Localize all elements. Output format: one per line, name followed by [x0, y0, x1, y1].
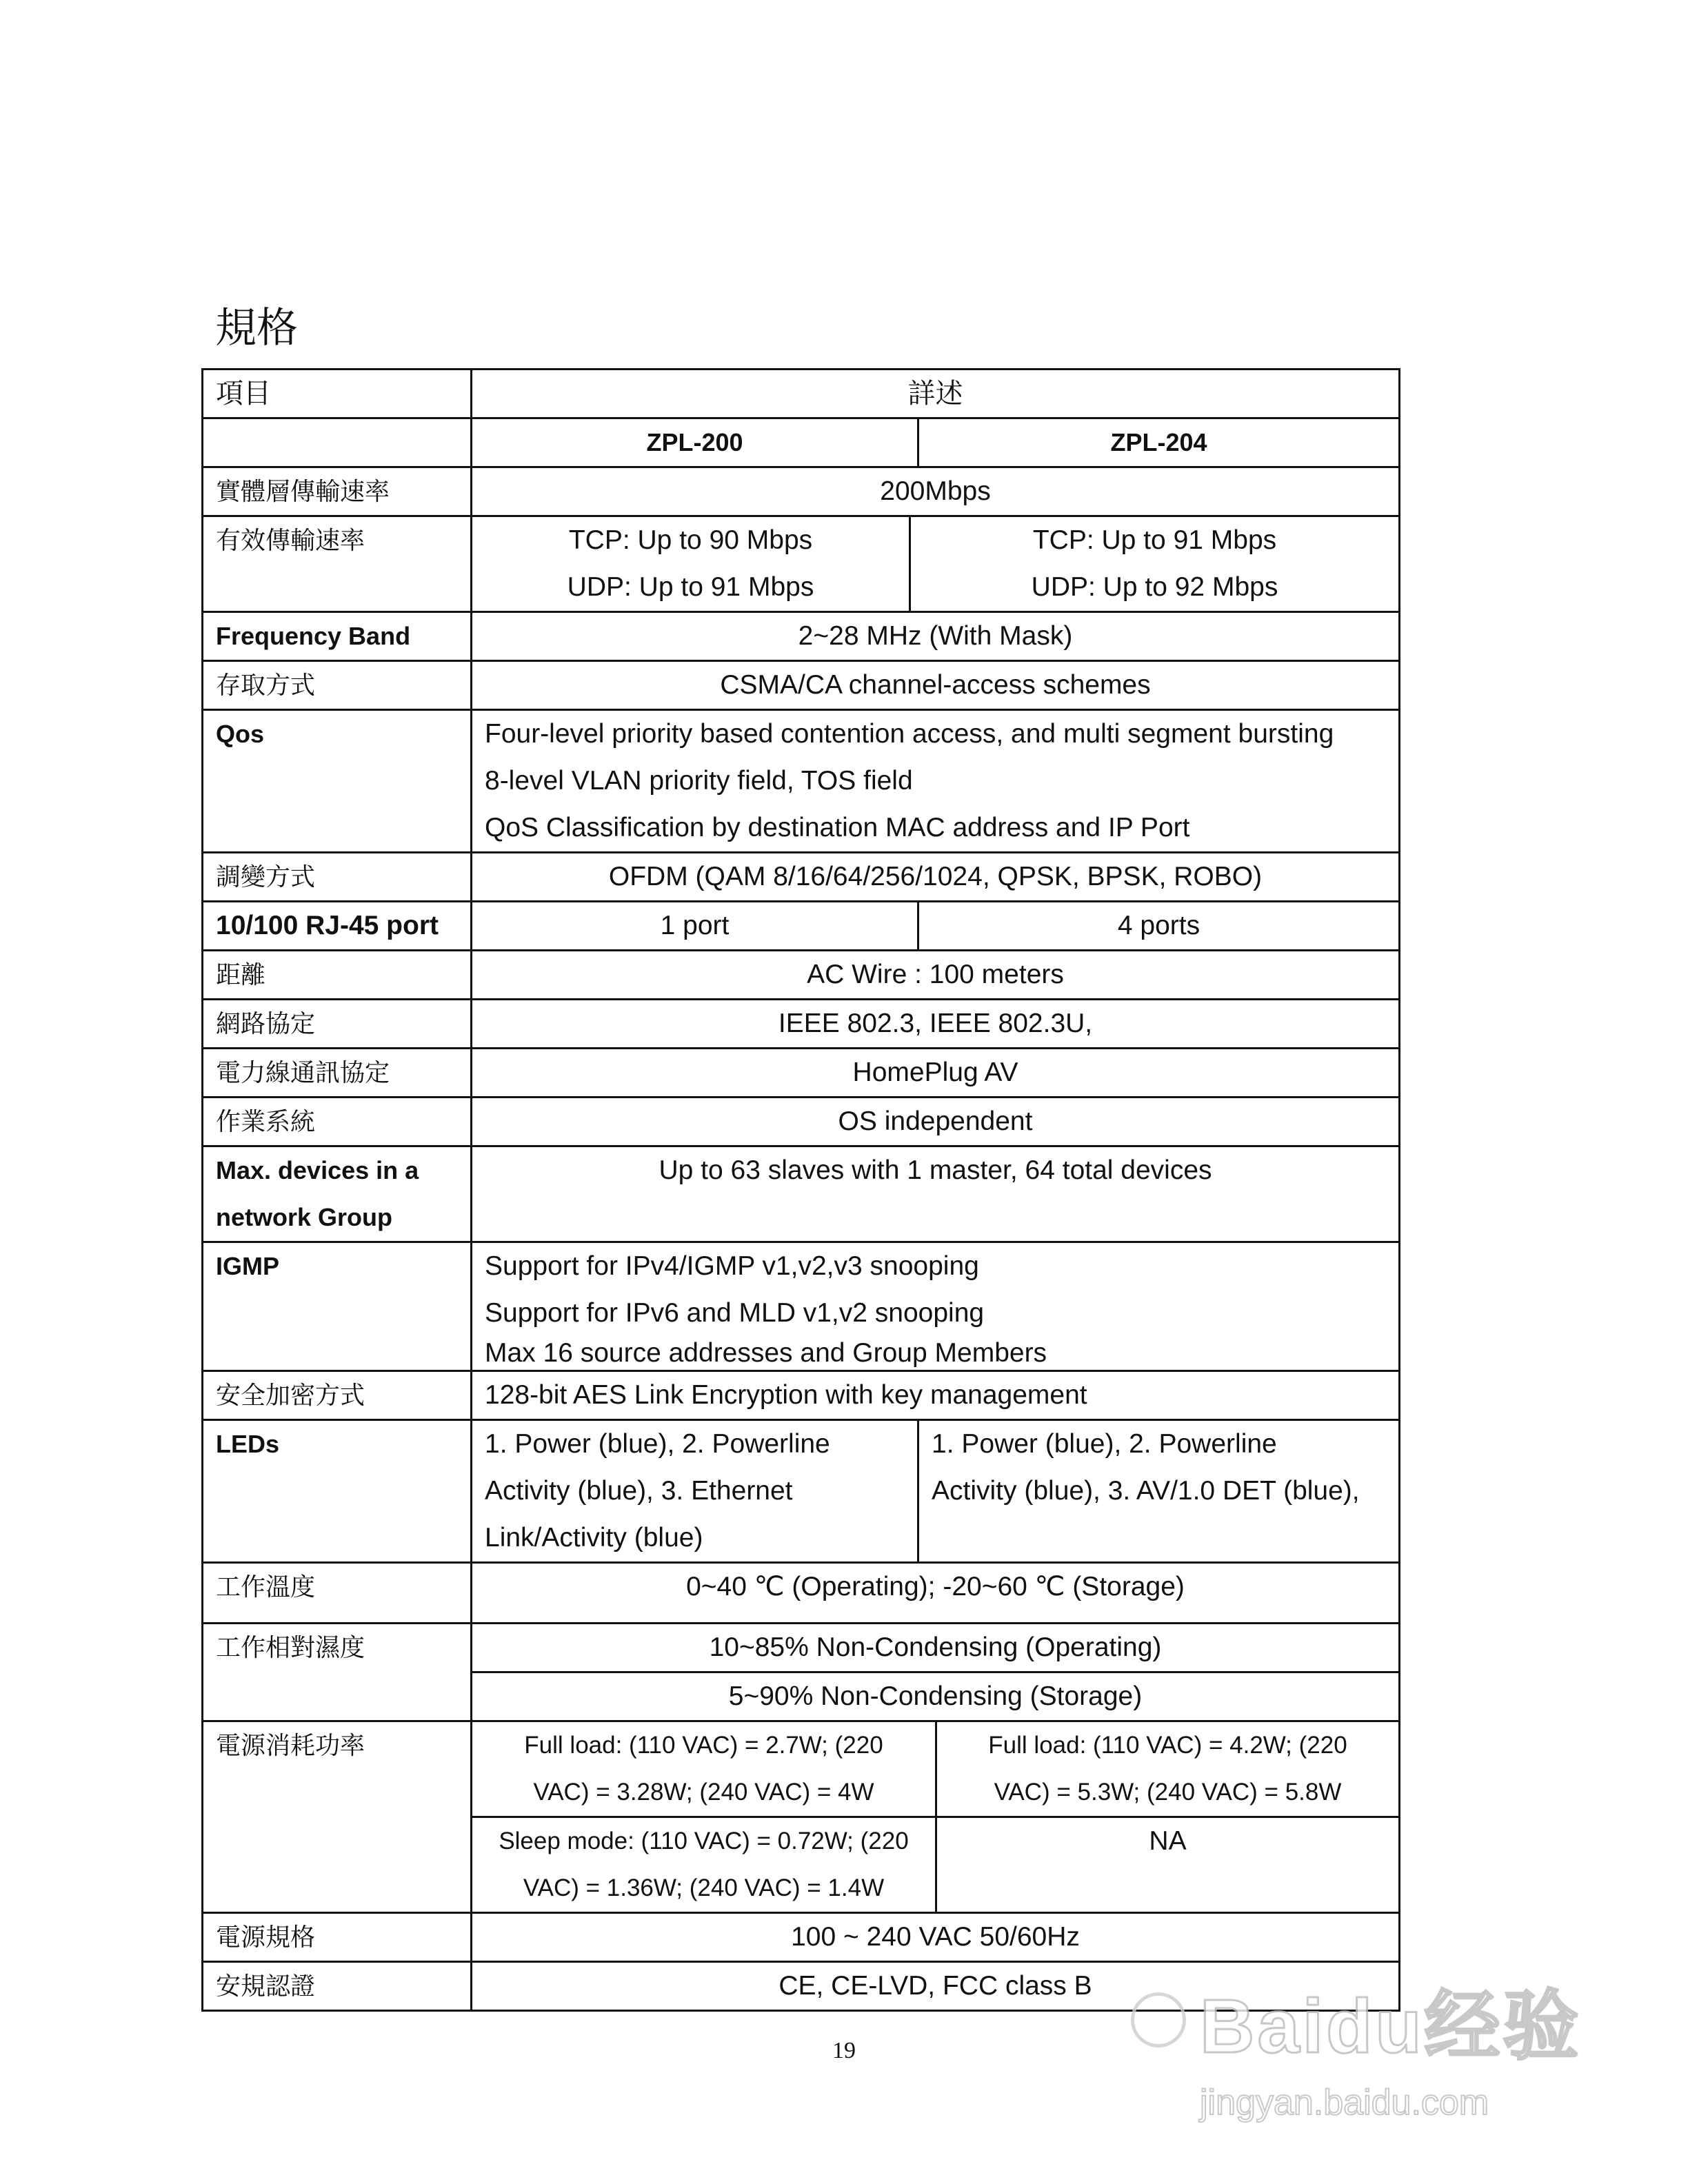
table-row	[203, 1624, 1400, 1672]
value-cell	[472, 1242, 1400, 1371]
row-value: Max 16 source addresses and Group Members	[485, 1338, 1047, 1368]
page-number: 19	[832, 2038, 856, 2063]
model-a: ZPL-200	[472, 418, 918, 467]
row-label: 實體層傳輸速率	[203, 467, 472, 516]
table-row	[203, 1721, 1400, 1817]
value-cell	[472, 1721, 936, 1817]
row-label: 電源消耗功率	[203, 1721, 472, 1913]
table-row	[203, 951, 1400, 1000]
header-detail: 詳述	[472, 370, 1400, 418]
row-value: Support for IPv6 and MLD v1,v2 snooping	[485, 1298, 985, 1328]
table-row	[203, 1000, 1400, 1049]
row-value: UDP: Up to 92 Mbps	[1031, 572, 1278, 602]
table-row	[203, 1420, 1400, 1563]
empty-cell	[203, 418, 472, 467]
row-value: CSMA/CA channel-access schemes	[472, 661, 1400, 710]
row-value: TCP: Up to 90 Mbps	[568, 525, 813, 555]
row-value: 10~85% Non-Condensing (Operating)	[472, 1624, 1400, 1672]
row-label: 距離	[203, 951, 472, 1000]
table-row	[203, 1371, 1400, 1420]
row-value: Up to 63 slaves with 1 master, 64 total devices	[472, 1146, 1400, 1242]
row-value: 128-bit AES Link Encryption with key management	[472, 1371, 1400, 1420]
table-row	[203, 516, 1400, 612]
table-row	[203, 1242, 1400, 1371]
row-label: Qos	[203, 710, 472, 853]
row-value: Activity (blue), 3. Ethernet	[485, 1476, 793, 1506]
row-value: 8-level VLAN priority field, TOS field	[485, 766, 913, 796]
row-value: Four-level priority based contention access, and multi segment bursting	[485, 719, 1334, 749]
table-row	[203, 853, 1400, 902]
row-value: Full load: (110 VAC) = 2.7W; (220	[524, 1732, 883, 1759]
row-value: VAC) = 5.3W; (240 VAC) = 5.8W	[994, 1779, 1342, 1806]
row-label: 作業系統	[203, 1098, 472, 1146]
row-value: Sleep mode: (110 VAC) = 0.72W; (220	[499, 1828, 909, 1854]
section-title: 規格	[215, 304, 298, 352]
row-value: 100 ~ 240 VAC 50/60Hz	[472, 1913, 1400, 1962]
row-value: 2~28 MHz (With Mask)	[472, 612, 1400, 661]
table-row	[203, 467, 1400, 516]
value-cell	[472, 710, 1400, 853]
row-value: OFDM (QAM 8/16/64/256/1024, QPSK, BPSK, ROBO)	[472, 853, 1400, 902]
row-value: AC Wire : 100 meters	[472, 951, 1400, 1000]
row-label: 網路協定	[203, 1000, 472, 1049]
header-item: 項目	[203, 370, 472, 418]
row-value: 1. Power (blue), 2. Powerline	[932, 1429, 1277, 1459]
row-value: 5~90% Non-Condensing (Storage)	[472, 1672, 1400, 1721]
row-value: 4 ports	[918, 902, 1400, 951]
row-label: 調變方式	[203, 853, 472, 902]
table-row	[203, 661, 1400, 710]
row-value: OS independent	[472, 1098, 1400, 1146]
row-label: 存取方式	[203, 661, 472, 710]
row-label: 工作溫度	[203, 1563, 472, 1624]
row-label: 有效傳輸速率	[203, 516, 472, 612]
label-cell	[203, 1146, 472, 1242]
value-cell	[910, 516, 1400, 612]
table-row	[203, 1146, 1400, 1242]
row-value: IEEE 802.3, IEEE 802.3U,	[472, 1000, 1400, 1049]
row-value: 0~40 ℃ (Operating); -20~60 ℃ (Storage)	[472, 1563, 1400, 1624]
row-value: 1. Power (blue), 2. Powerline	[485, 1429, 830, 1459]
row-label: 安規認證	[203, 1962, 472, 2011]
row-label: 安全加密方式	[203, 1371, 472, 1420]
row-value: VAC) = 1.36W; (240 VAC) = 1.4W	[523, 1874, 885, 1901]
table-row	[203, 612, 1400, 661]
row-label: 工作相對濕度	[203, 1624, 472, 1721]
row-value: TCP: Up to 91 Mbps	[1032, 525, 1277, 555]
value-cell	[936, 1721, 1400, 1817]
baidu-watermark-logo	[1193, 1985, 1676, 2178]
row-value: HomePlug AV	[472, 1049, 1400, 1098]
row-label: IGMP	[203, 1242, 472, 1371]
spec-table	[201, 368, 1400, 2012]
value-cell	[918, 1420, 1400, 1563]
row-value: VAC) = 3.28W; (240 VAC) = 4W	[533, 1779, 874, 1806]
row-value: 1 port	[472, 902, 918, 951]
value-cell	[472, 1420, 918, 1563]
row-label: Max. devices in a	[216, 1156, 419, 1184]
row-label: network Group	[216, 1203, 393, 1231]
row-label: LEDs	[203, 1420, 472, 1563]
model-row	[203, 418, 1400, 467]
row-label: 電力線通訊協定	[203, 1049, 472, 1098]
table-header-row	[203, 370, 1400, 418]
row-value: Full load: (110 VAC) = 4.2W; (220	[988, 1732, 1347, 1759]
row-value: Support for IPv4/IGMP v1,v2,v3 snooping	[485, 1251, 979, 1281]
model-b: ZPL-204	[918, 418, 1400, 467]
row-value: CE, CE-LVD, FCC class B	[472, 1962, 1400, 2011]
table-row	[203, 710, 1400, 853]
watermark-url: jingyan.baidu.com	[1200, 2083, 1489, 2123]
table-row	[203, 1049, 1400, 1098]
row-value: NA	[936, 1817, 1400, 1913]
row-label: Frequency Band	[203, 612, 472, 661]
row-label: 10/100 RJ-45 port	[203, 902, 472, 951]
row-value: Link/Activity (blue)	[485, 1523, 703, 1553]
value-cell	[472, 1817, 936, 1913]
row-value: 200Mbps	[472, 467, 1400, 516]
table-row	[203, 902, 1400, 951]
row-label: 電源規格	[203, 1913, 472, 1962]
paw-icon	[1131, 1992, 1186, 2048]
table-row	[203, 1563, 1400, 1624]
row-value: QoS Classification by destination MAC address and IP Port	[485, 813, 1190, 842]
row-value: Activity (blue), 3. AV/1.0 DET (blue),	[932, 1476, 1360, 1506]
table-row	[203, 1098, 1400, 1146]
watermark-brand: Baidu经验	[1200, 1984, 1582, 2069]
value-cell	[472, 516, 910, 612]
table-row	[203, 1913, 1400, 1962]
row-value: UDP: Up to 91 Mbps	[567, 572, 814, 602]
